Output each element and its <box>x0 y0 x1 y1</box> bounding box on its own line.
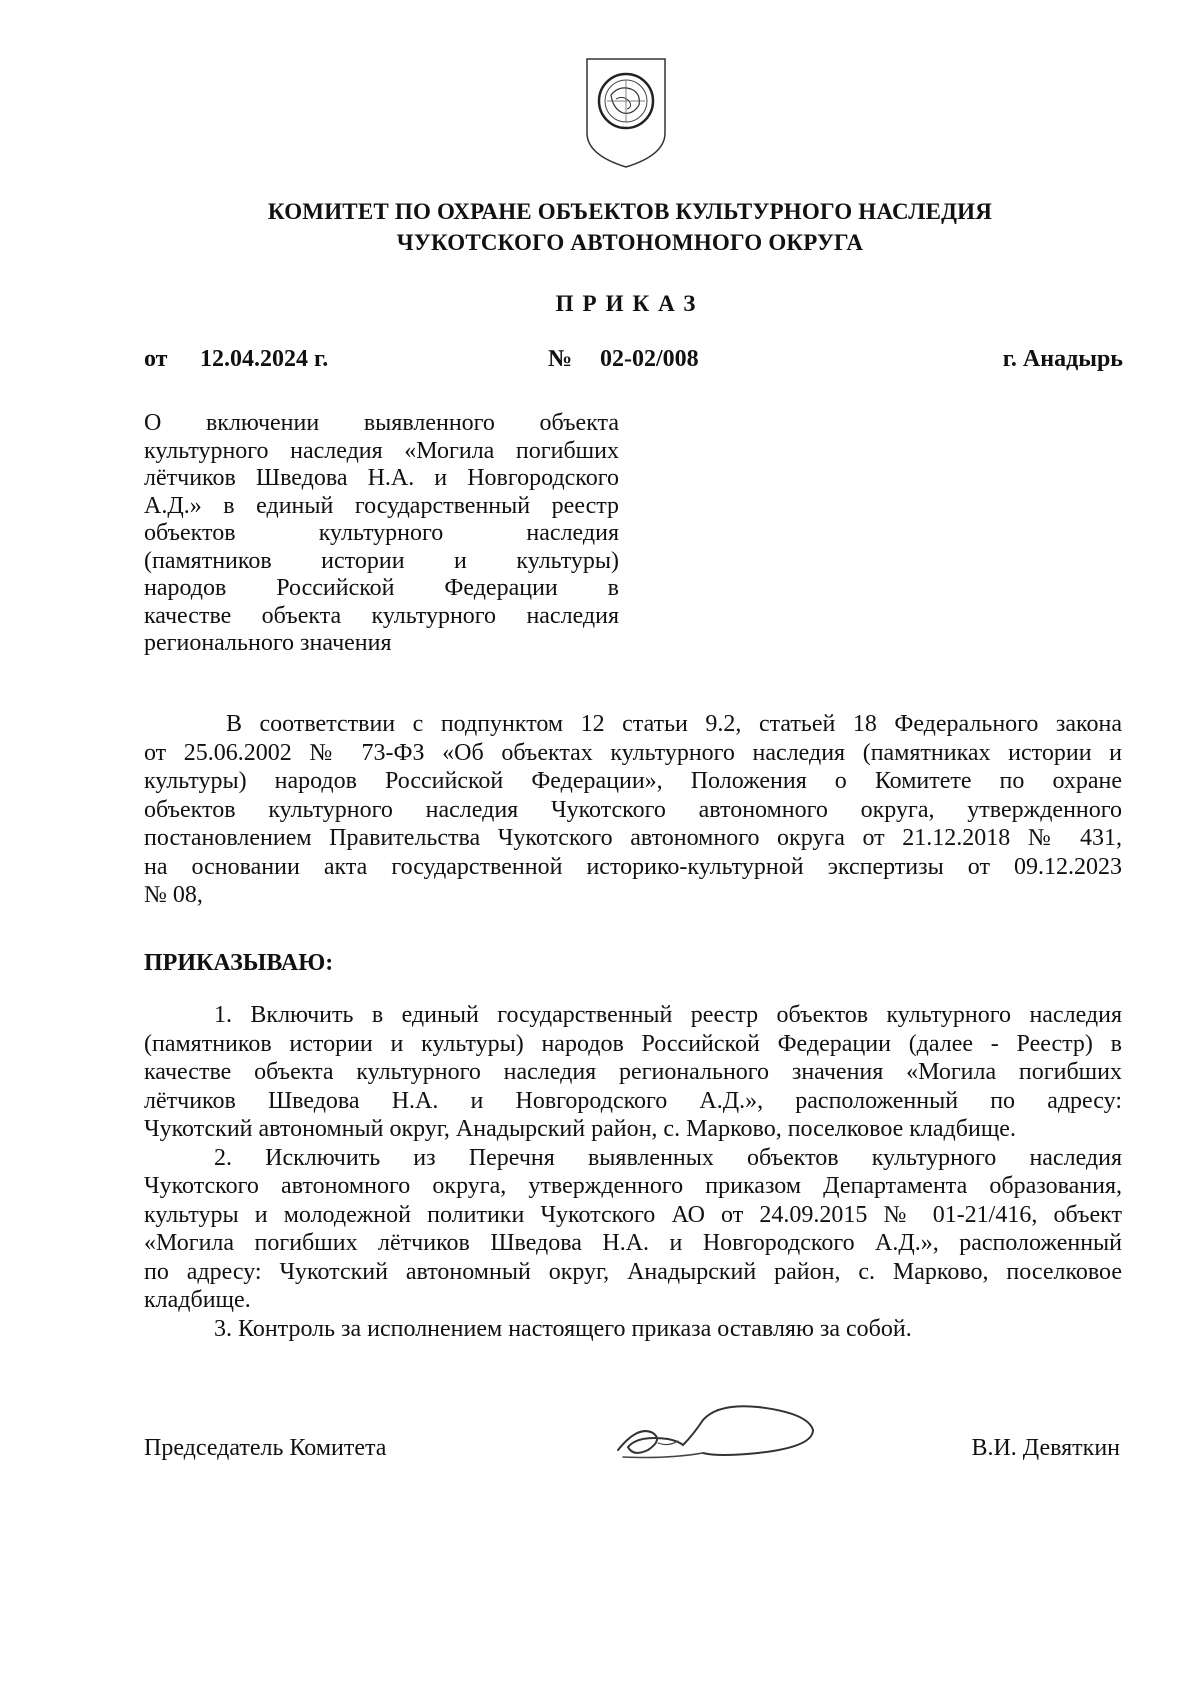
item-3-line: 3. Контроль за исполнением настоящего приказа оставляю за собой. <box>214 1315 912 1342</box>
organization-name-line-1: КОМИТЕТ ПО ОХРАНЕ ОБЪЕКТОВ КУЛЬТУРНОГО НАСЛЕДИЯ <box>267 199 993 224</box>
item-1-line: (памятников истории и культуры) народов Российской Федерации (далее - Реестр) в <box>144 1030 1122 1057</box>
item-1-line: лётчиков Шведова Н.А. и Новгородского А.Д.», расположенный по адресу: <box>144 1087 1122 1114</box>
legal-basis-paragraph <box>144 710 1122 910</box>
subject-line: лётчиков Шведова Н.А. и Новгородского <box>144 465 619 491</box>
basis-line: № 08, <box>144 882 203 908</box>
basis-line: постановлением Правительства Чукотского автономного округа от 21.12.2018 № 431, <box>144 825 1122 851</box>
coat-of-arms-icon <box>583 55 669 171</box>
handwritten-signature-icon <box>608 1395 823 1470</box>
subject-line: О включении выявленного объекта <box>144 410 619 436</box>
subject-line: регионального значения <box>144 630 392 656</box>
order-items <box>144 1001 1122 1343</box>
date-prefix: от <box>144 346 168 372</box>
document-number: 02-02/008 <box>600 346 699 372</box>
document-city: г. Анадырь <box>1002 346 1123 372</box>
item-1-line: Чукотский автономный округ, Анадырский район, с. Марково, поселковое кладбище. <box>144 1116 1016 1142</box>
item-1-line: качестве объекта культурного наследия регионального значения «Могила погибших <box>144 1059 1122 1085</box>
basis-line: на основании акта государственной историко-культурной экспертизы от 09.12.2023 <box>144 853 1122 880</box>
subject-line: (памятников истории и культуры) <box>144 547 619 574</box>
subject-line: народов Российской Федерации в <box>144 575 619 601</box>
item-2-line: кладбище. <box>144 1287 251 1313</box>
item-1-line: 1. Включить в единый государственный реестр объектов культурного наследия <box>214 1002 1122 1028</box>
subject-line: культурного наследия «Могила погибших <box>144 437 619 464</box>
basis-line: В соответствии с подпунктом 12 статьи 9.2, статьей 18 Федерального закона <box>226 711 1122 737</box>
document-subject <box>144 410 619 658</box>
number-sign: № <box>548 346 573 372</box>
organization-name-line-2: ЧУКОТСКОГО АВТОНОМНОГО ОКРУГА <box>396 230 864 255</box>
basis-line: объектов культурного наследия Чукотского автономного округа, утвержденного <box>144 796 1122 823</box>
document-date: 12.04.2024 г. <box>200 346 329 372</box>
item-2-line: культуры и молодежной политики Чукотского АО от 24.09.2015 № 01-21/416, объект <box>144 1201 1122 1228</box>
basis-line: культуры) народов Российской Федерации», Положения о Комитете по охране <box>144 768 1122 794</box>
item-2-line: 2. Исключить из Перечня выявленных объектов культурного наследия <box>214 1144 1122 1171</box>
order-heading: ПРИКАЗЫВАЮ: <box>144 950 334 976</box>
item-2-line: Чукотского автономного округа, утвержденного приказом Департамента образования, <box>144 1173 1122 1199</box>
basis-line: от 25.06.2002 № 73-ФЗ «Об объектах культурного наследия (памятниках истории и <box>144 739 1122 766</box>
subject-line: А.Д.» в единый государственный реестр <box>144 492 619 519</box>
signatory-position: Председатель Комитета <box>144 1435 387 1461</box>
item-2-line: «Могила погибших лётчиков Шведова Н.А. и Новгородского А.Д.», расположенный <box>144 1230 1122 1256</box>
subject-line: объектов культурного наследия <box>144 520 619 546</box>
signatory-name: В.И. Девяткин <box>971 1435 1120 1461</box>
document-type-title: ПРИКАЗ <box>555 291 705 316</box>
subject-line: качестве объекта культурного наследия <box>144 602 619 629</box>
item-2-line: по адресу: Чукотский автономный округ, Анадырский район, с. Марково, поселковое <box>144 1258 1122 1285</box>
